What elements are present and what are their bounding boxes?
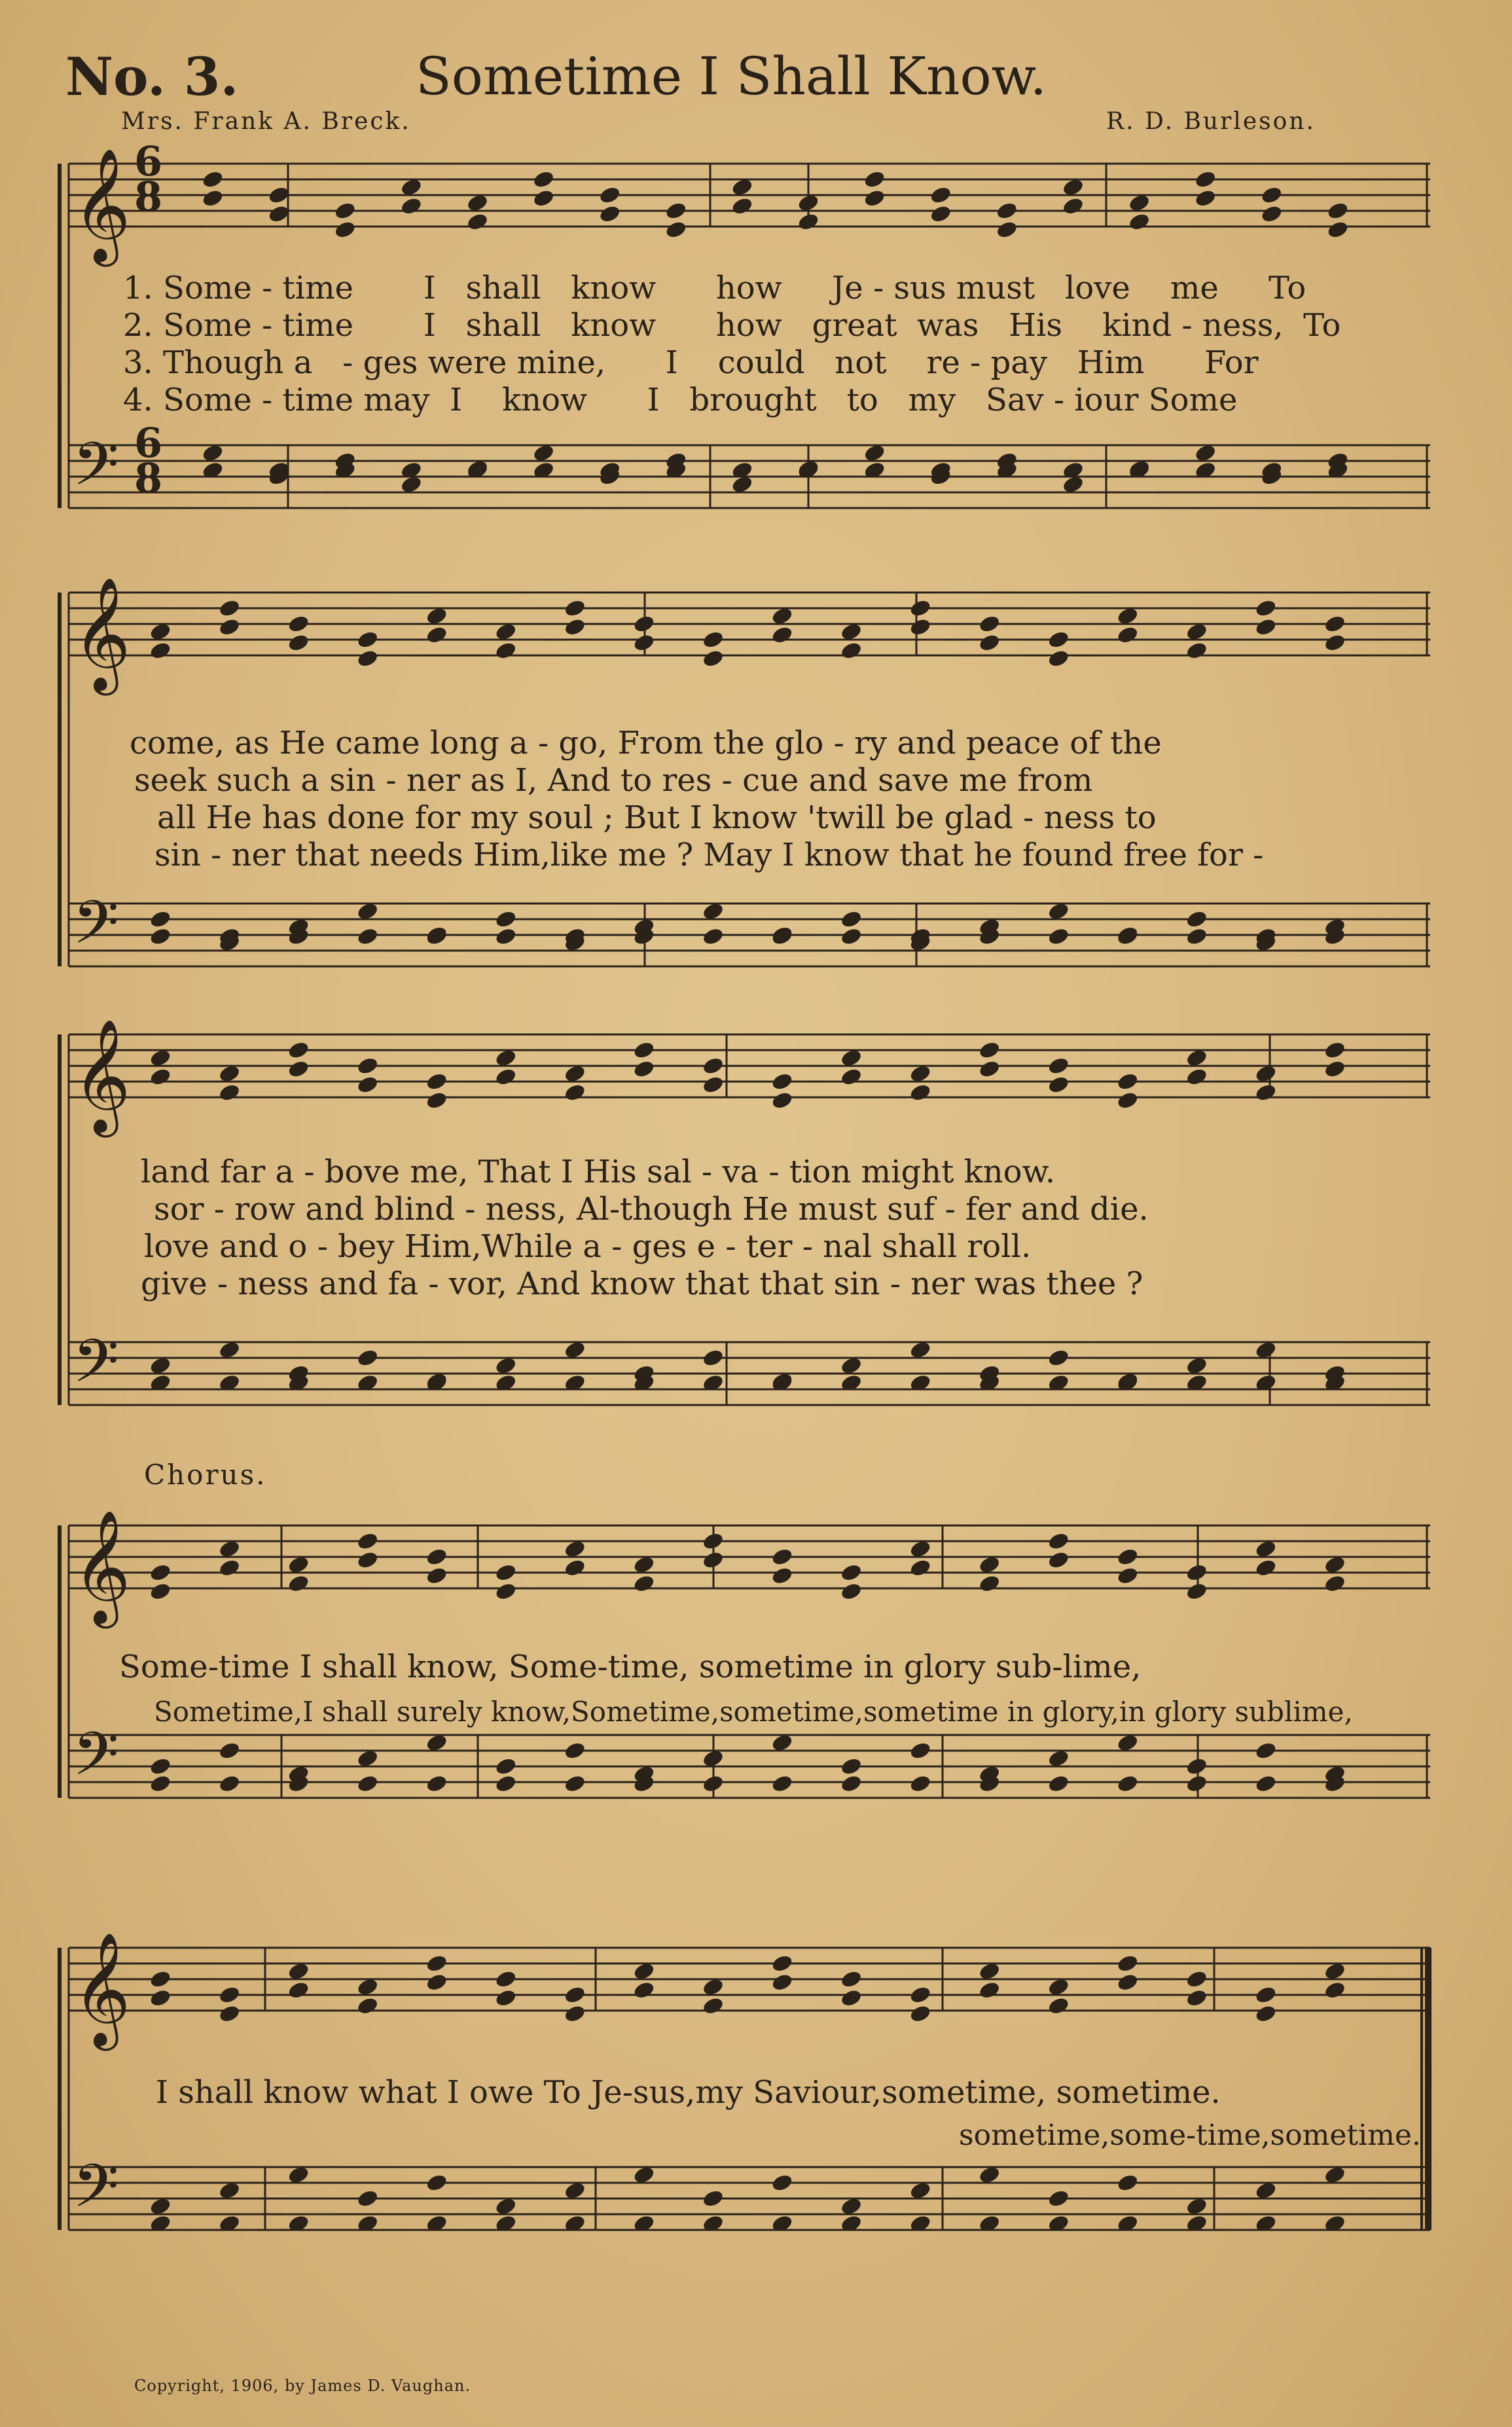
treble-note-head <box>1047 1056 1070 1076</box>
treble-note-head <box>149 1969 172 1990</box>
treble-note-head <box>770 1972 794 1992</box>
treble-note-head <box>632 1980 656 2000</box>
treble-note-head <box>149 1563 172 1583</box>
time-signature-top: 6 <box>134 137 163 185</box>
treble-note-head <box>702 1056 725 1076</box>
treble-note-head <box>664 219 688 240</box>
treble-note-head <box>1116 1072 1140 1092</box>
treble-note-head <box>632 1573 656 1594</box>
treble-note-head <box>1194 170 1217 190</box>
chorus-line1-bass: Sometime,I shall surely know,Sometime,sometime,sometime in glory,in glory sublime, <box>154 1696 1353 1728</box>
treble-note-head <box>730 196 754 216</box>
treble-note-head <box>287 1573 310 1594</box>
treble-note-head <box>1323 1059 1347 1079</box>
treble-note-head <box>702 648 725 668</box>
treble-note-head <box>333 219 357 240</box>
treble-note-head <box>1323 614 1347 634</box>
treble-note-head <box>356 1550 380 1570</box>
composer-credit: R. D. Burleson. <box>1106 108 1316 135</box>
treble-note-head <box>564 1558 587 1578</box>
treble-note-head <box>1116 1090 1140 1110</box>
verse2-line3: sor - row and blind - ness, Al-though He must suf - fer and die. <box>154 1191 1149 1228</box>
treble-note-head <box>632 1059 656 1079</box>
treble-note-head <box>1185 1988 1209 2008</box>
treble-note-head <box>1260 185 1284 206</box>
treble-note-head <box>702 630 725 650</box>
lyric-syllable: - sus <box>873 270 946 306</box>
treble-note-head <box>494 1988 518 2008</box>
treble-note-head <box>1185 640 1209 661</box>
lyric-syllable: For <box>1204 344 1259 381</box>
lyric-syllable: To <box>1269 270 1306 306</box>
treble-note-head <box>494 1067 518 1087</box>
treble-note-head <box>909 1558 932 1578</box>
treble-note-head <box>1047 630 1070 650</box>
copyright-notice: Copyright, 1906, by James D. Vaughan. <box>134 2377 471 2395</box>
bass-note-head <box>1047 1348 1070 1368</box>
treble-note-head <box>978 1573 1001 1594</box>
treble-note-head <box>840 1563 863 1583</box>
treble-note-head <box>425 1954 448 1974</box>
bass-note-head <box>494 926 518 947</box>
time-signature-top: 6 <box>134 419 163 467</box>
lyric-syllable: - ges were <box>342 344 507 381</box>
lyric-syllable: love <box>1065 270 1130 306</box>
treble-note-head <box>218 1558 242 1578</box>
bass-note-head <box>356 2189 380 2209</box>
lyric-syllable: 3. Though <box>123 344 284 381</box>
treble-note-head <box>1128 211 1151 232</box>
treble-note-head <box>978 1040 1001 1061</box>
treble-note-head <box>425 1547 448 1567</box>
treble-note-head <box>1254 1082 1278 1103</box>
treble-note-head <box>149 1581 172 1601</box>
bass-note-head <box>149 1774 172 1794</box>
treble-note-head <box>1116 1547 1140 1567</box>
lyric-syllable: me <box>1170 270 1219 306</box>
treble-note-head <box>598 204 622 224</box>
treble-note-head <box>425 625 448 645</box>
treble-note-head <box>564 598 587 619</box>
lyric-syllable: I <box>423 270 436 306</box>
lyric-syllable: brought <box>689 382 817 418</box>
bass-note-head <box>840 1757 863 1777</box>
lyric-syllable: Je <box>832 270 863 306</box>
treble-note-head <box>909 2003 932 2024</box>
treble-note-head <box>218 1985 242 2005</box>
verse1-line2: come, as He came long a - go, From the glo - ry and peace of the <box>130 725 1162 761</box>
hymn-number: No. 3. <box>65 46 239 107</box>
bass-note-head <box>1185 1757 1209 1777</box>
treble-note-head <box>863 170 886 190</box>
verse1-line1 <box>123 270 1306 306</box>
lyric-syllable: could <box>717 344 805 381</box>
treble-note-head <box>1326 219 1350 240</box>
lyric-syllable: know <box>571 307 657 344</box>
treble-note-head <box>1116 1565 1140 1586</box>
bass-note-head <box>1116 1774 1140 1794</box>
bass-clef: 𝄢 <box>73 1326 119 1410</box>
bass-note-head <box>1185 1774 1209 1794</box>
treble-note-head <box>770 1565 794 1586</box>
bass-note-head <box>1047 1774 1070 1794</box>
treble-note-head <box>1116 1954 1140 1974</box>
treble-note-head <box>425 1072 448 1092</box>
bass-note-head <box>1254 1774 1278 1794</box>
treble-note-head <box>287 1980 310 2000</box>
bass-note-head <box>909 1774 932 1794</box>
treble-note-head <box>909 1985 932 2005</box>
treble-note-head <box>978 1059 1001 1079</box>
lyric-syllable: may <box>363 382 430 418</box>
bass-clef: 𝄢 <box>73 1719 119 1803</box>
treble-note-head <box>218 598 242 619</box>
treble-note-head <box>287 1040 310 1061</box>
treble-note-head <box>149 1067 172 1087</box>
bass-note-head <box>840 1774 863 1794</box>
bass-note-head <box>564 1741 587 1761</box>
treble-note-head <box>1047 1074 1070 1095</box>
verse4-line3: give - ness and fa - vor, And know that that sin - ner was thee ? <box>141 1266 1143 1302</box>
bass-note-head <box>1185 926 1209 947</box>
treble-note-head <box>840 1969 863 1990</box>
bass-note-head <box>494 1774 518 1794</box>
treble-clef: 𝄞 <box>73 1932 131 2046</box>
treble-note-head <box>287 1059 310 1079</box>
treble-note-head <box>1047 1550 1070 1570</box>
treble-note-head <box>978 632 1001 653</box>
bass-note-head <box>425 1774 448 1794</box>
treble-note-head <box>356 1074 380 1095</box>
chorus-line2-bass: sometime,some-time,sometime. <box>959 2119 1421 2152</box>
treble-note-head <box>356 1056 380 1076</box>
treble-note-head <box>996 201 1019 221</box>
treble-note-head <box>770 1090 794 1110</box>
lyric-syllable: how <box>715 307 782 344</box>
bass-note-head <box>149 909 172 930</box>
bass-note-head <box>425 2173 448 2193</box>
lyric-syllable: mine, <box>516 344 606 381</box>
lyric-syllable: Him <box>1077 344 1145 381</box>
lyric-syllable: not <box>835 344 887 381</box>
treble-note-head <box>494 1563 518 1583</box>
treble-note-head <box>840 1581 863 1601</box>
treble-note-head <box>218 2003 242 2024</box>
bass-note-head <box>1047 926 1070 947</box>
treble-note-head <box>1194 188 1217 208</box>
treble-note-head <box>1047 1996 1070 2016</box>
treble-note-head <box>1185 1067 1209 1087</box>
bass-note-head <box>1254 1741 1278 1761</box>
treble-clef: 𝄞 <box>73 1510 131 1624</box>
treble-note-head <box>1323 1573 1347 1594</box>
treble-note-head <box>909 1082 932 1103</box>
lyric-syllable: 2. Some - time <box>123 307 354 344</box>
lyric-syllable: know <box>502 382 588 418</box>
bass-note-head <box>356 926 380 947</box>
treble-note-head <box>996 219 1019 240</box>
treble-note-head <box>218 1082 242 1103</box>
treble-note-head <box>287 632 310 653</box>
lyric-syllable: re <box>926 344 960 381</box>
treble-note-head <box>664 201 688 221</box>
bass-note-head <box>494 1757 518 1777</box>
treble-note-head <box>1185 1581 1209 1601</box>
verse3-line3: love and o - bey Him,While a - ges e - ter - nal shall roll. <box>144 1228 1032 1265</box>
lyric-syllable: His <box>1009 307 1062 344</box>
treble-note-head <box>149 640 172 661</box>
treble-note-head <box>1254 1558 1278 1578</box>
lyric-syllable: I <box>665 344 678 381</box>
lyric-syllable: great <box>812 307 897 344</box>
treble-note-head <box>978 1980 1001 2000</box>
treble-note-head <box>702 1074 725 1095</box>
verse2-line2: seek such a sin - ner as I, And to res - cue and save me from <box>134 762 1093 799</box>
bass-note-head <box>356 1348 380 1368</box>
treble-note-head <box>425 1972 448 1992</box>
treble-note-head <box>1260 204 1284 224</box>
bass-note-head <box>840 909 863 930</box>
bass-note-head <box>1047 2189 1070 2209</box>
lyric-syllable: shall <box>465 307 541 344</box>
treble-note-head <box>598 185 622 206</box>
lyric-syllable: Some <box>1148 382 1238 418</box>
treble-note-head <box>1047 648 1070 668</box>
hymn-title: Sometime I Shall Know. <box>416 46 1047 107</box>
treble-note-head <box>218 617 242 637</box>
treble-note-head <box>1254 598 1278 619</box>
verse2-line1 <box>123 307 1341 344</box>
treble-clef: 𝄞 <box>73 577 131 691</box>
lyric-syllable: shall <box>465 270 541 306</box>
treble-note-head <box>929 204 952 224</box>
treble-note-head <box>356 630 380 650</box>
treble-note-head <box>840 1988 863 2008</box>
verse3-line1 <box>123 344 1259 381</box>
bass-note-head <box>564 1774 587 1794</box>
treble-note-head <box>564 617 587 637</box>
lyric-syllable: Sav - iour <box>985 382 1139 418</box>
treble-note-head <box>425 1090 448 1110</box>
lyric-syllable: I <box>423 307 436 344</box>
verse4-line2: sin - ner that needs Him,like me ? May I know that he found free for - <box>154 837 1264 873</box>
bass-note-head <box>702 1348 725 1368</box>
treble-note-head <box>356 648 380 668</box>
treble-note-head <box>494 1969 518 1990</box>
treble-note-head <box>532 170 556 190</box>
bass-clef: 𝄢 <box>73 429 119 513</box>
treble-note-head <box>909 617 932 637</box>
treble-note-head <box>1323 1040 1347 1061</box>
lyric-syllable: how <box>715 270 782 306</box>
lyric-syllable: I <box>647 382 660 418</box>
bass-note-head <box>356 1774 380 1794</box>
bass-note-head <box>218 1774 242 1794</box>
lyric-syllable: my <box>908 382 956 418</box>
treble-note-head <box>564 1082 587 1103</box>
treble-note-head <box>770 625 794 645</box>
bass-note-head <box>770 1774 794 1794</box>
treble-note-head <box>1323 1980 1347 2000</box>
bass-note-head <box>909 1741 932 1761</box>
lyric-syllable: was <box>917 307 979 344</box>
treble-note-head <box>978 614 1001 634</box>
treble-note-head <box>1116 625 1140 645</box>
treble-note-head <box>356 1996 380 2016</box>
verse1-line3: land far a - bove me, That I His sal - va - tion might know. <box>141 1154 1056 1190</box>
chorus-line1-soprano: Some-time I shall know, Some-time, sometime in glory sub-lime, <box>119 1649 1142 1685</box>
bass-note-head <box>149 1757 172 1777</box>
treble-note-head <box>1062 196 1085 216</box>
treble-note-head <box>1254 1985 1278 2005</box>
lyric-syllable: I <box>450 382 463 418</box>
chorus-label: Chorus. <box>144 1459 267 1491</box>
treble-note-head <box>564 2003 587 2024</box>
treble-note-head <box>863 188 886 208</box>
treble-note-head <box>287 614 310 634</box>
lyric-syllable: a <box>293 344 313 381</box>
treble-note-head <box>532 188 556 208</box>
treble-note-head <box>1185 1969 1209 1990</box>
lyric-syllable: 1. Some - time <box>123 270 354 306</box>
treble-note-head <box>494 640 518 661</box>
bass-clef: 𝄢 <box>73 888 119 972</box>
treble-note-head <box>1116 1972 1140 1992</box>
lyric-syllable: must <box>956 270 1035 306</box>
treble-note-head <box>400 196 423 216</box>
chorus-line2-soprano: I shall know what I owe To Je-sus,my Saviour,sometime, sometime. <box>156 2074 1221 2111</box>
treble-note-head <box>1254 617 1278 637</box>
time-signature-bottom: 8 <box>134 173 163 221</box>
treble-note-head <box>201 188 225 208</box>
treble-note-head <box>201 170 225 190</box>
bass-note-head <box>770 2173 794 2193</box>
lyric-syllable: - pay <box>970 344 1047 381</box>
lyric-syllable: to <box>846 382 878 418</box>
lyric-syllable: To <box>1303 307 1341 344</box>
treble-note-head <box>494 1581 518 1601</box>
treble-note-head <box>1254 2003 1278 2024</box>
treble-note-head <box>333 201 357 221</box>
treble-note-head <box>840 1067 863 1087</box>
treble-note-head <box>1047 1531 1070 1552</box>
treble-note-head <box>564 1985 587 2005</box>
verse3-line2: all He has done for my soul ; But I know 'twill be glad - ness to <box>157 799 1157 836</box>
bass-clef: 𝄢 <box>73 2151 119 2235</box>
time-signature-bottom: 8 <box>134 454 163 502</box>
treble-note-head <box>770 1954 794 1974</box>
treble-note-head <box>770 1072 794 1092</box>
treble-note-head <box>702 1996 725 2016</box>
treble-note-head <box>1185 1563 1209 1583</box>
treble-note-head <box>1326 201 1350 221</box>
treble-note-head <box>466 211 490 232</box>
bass-note-head <box>218 1741 242 1761</box>
treble-note-head <box>840 640 863 661</box>
treble-note-head <box>632 1040 656 1061</box>
treble-note-head <box>770 1547 794 1567</box>
treble-note-head <box>356 1531 380 1552</box>
treble-note-head <box>149 1988 172 2008</box>
verse4-line1 <box>123 382 1237 418</box>
lyric-syllable: 4. Some - time <box>123 382 354 418</box>
bass-note-head <box>702 2189 725 2209</box>
treble-clef: 𝄞 <box>73 1019 131 1133</box>
lyric-syllable: know <box>571 270 657 306</box>
lyric-syllable: kind - ness, <box>1102 307 1284 344</box>
lyricist-credit: Mrs. Frank A. Breck. <box>121 108 411 135</box>
bass-note-head <box>494 909 518 930</box>
bass-note-head <box>1185 909 1209 930</box>
treble-note-head <box>1323 632 1347 653</box>
treble-note-head <box>425 1565 448 1586</box>
bass-note-head <box>702 926 725 947</box>
bass-note-head <box>840 926 863 947</box>
treble-note-head <box>929 185 952 206</box>
bass-note-head <box>149 926 172 947</box>
treble-clef: 𝄞 <box>73 148 131 262</box>
treble-note-head <box>909 598 932 619</box>
bass-note-head <box>1116 2173 1140 2193</box>
